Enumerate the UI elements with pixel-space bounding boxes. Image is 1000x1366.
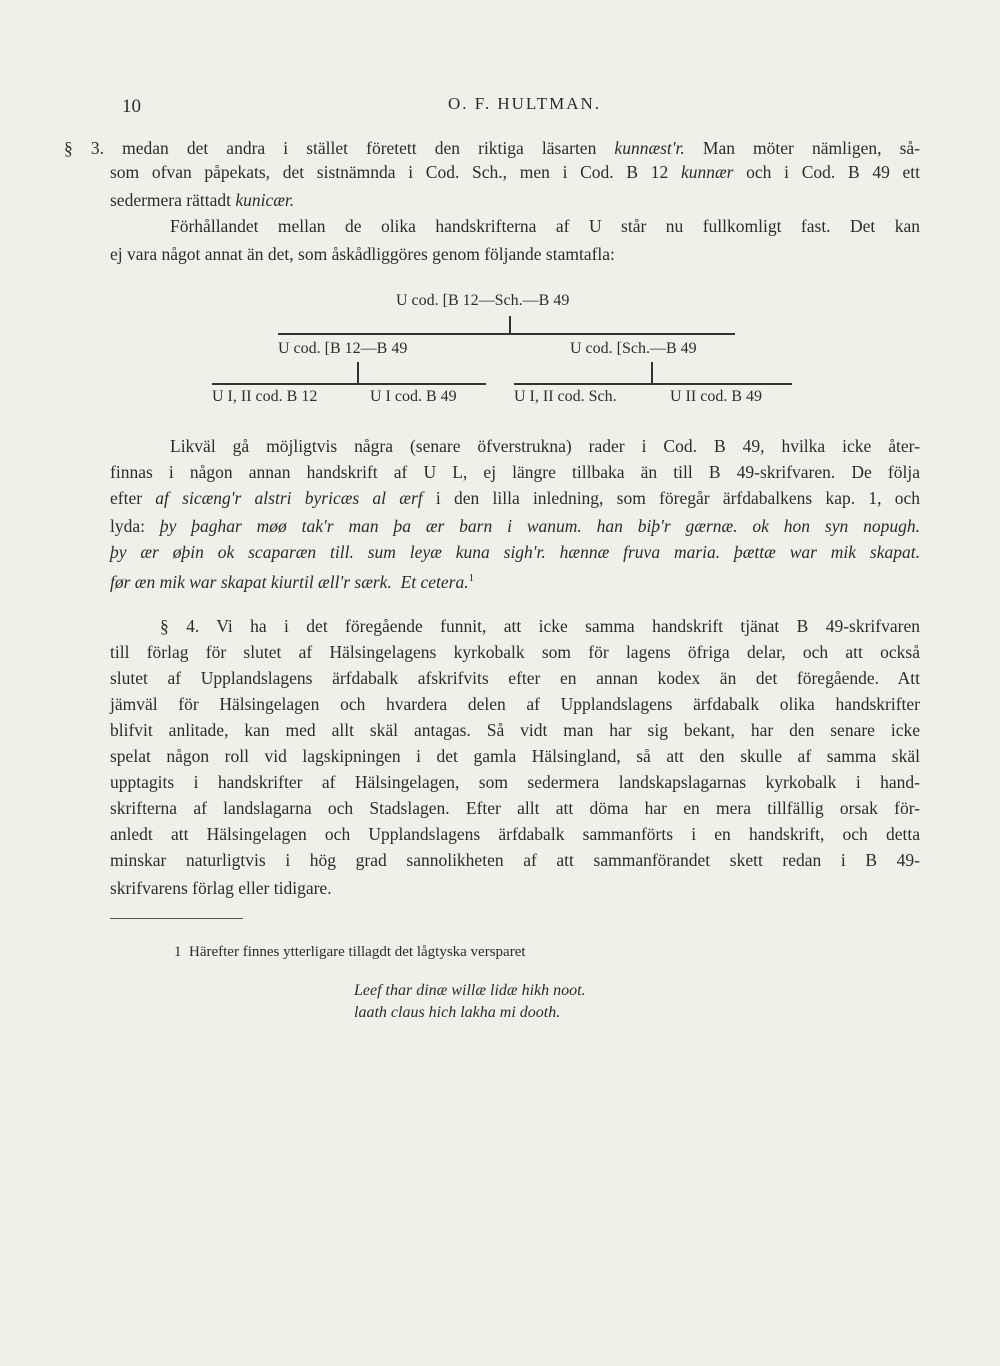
text-line: lyda: þy þaghar møø tak'r man þa ær barn i wanum. han biþ'r gærnæ. ok hon syn nopugh. [110,516,920,536]
text-line: som ofvan påpekats, det sistnämnda i Cod. Sch., men i Cod. B 12 kunnær och i Cod. B 49 ett [110,162,921,182]
stemma-connector [651,362,653,384]
text-line: § 4. Vi ha i det föregående funnit, att icke samma handskrift tjänat B 49-skrifvaren [160,616,920,636]
page-number: 10 [122,96,141,117]
text-line: Likväl gå möjligtvis några (senare öfverstrukna) rader i Cod. B 49, hvilka icke åter- [170,436,920,456]
stemma-connector [357,362,359,384]
footnote-text: 1 Härefter finnes ytterligare tillagdt det lågtyska versparet [174,944,526,960]
footnote-ref: 1 [468,572,475,584]
footnote-marker: 1 [174,944,182,960]
text-line: blifvit anlitade, kan med allt skäl antagas. Så vidt man har sig bekant, har den senare icke [110,720,920,740]
text-line: spelat någon roll vid lagskipningen i det gamla Hälsingland, så att den skulle af samma skäl [110,746,920,766]
stemma-branch-line [278,333,735,335]
text-line: anledt att Hälsingelagen och Upplandslagens ärfdabalk sammanförts i en handskrift, och detta [110,824,920,844]
stemma-leaf: U II cod. B 49 [670,388,762,405]
text-line: minskar naturligtvis i hög grad sannolikheten af att sammanförandet skett redan i B 49- [110,850,920,870]
text-line: finnas i någon annan handskrift af U L, ej längre tillbaka än till B 49-skrifvaren. De följa [110,462,920,482]
text-line: skrifvarens förlag eller tidigare. [110,878,332,898]
text-line: jämväl för Hälsingelagen och hvardera delen af Upplandslagens ärfdabalk olika handskrifter [110,694,920,714]
text-line: efter af sicæng'r alstri byricæs al ærf i den lilla inledning, som föregår ärfdabalkens kap. 1, och [110,488,920,508]
stemma-leaf: U I, II cod. B 12 [212,388,318,405]
text-line: ej vara något annat än det, som åskådliggöres genom följande stamtafla: [110,244,615,264]
text-line: slutet af Upplandslagens ärfdabalk afskrifvits efter en annan kodex än det föregående. Att [110,668,920,688]
verse-line: laath claus hich lakha mi dooth. [354,1004,561,1021]
text-line: sedermera rättadt kunicær. [110,190,295,210]
stemma-root: U cod. [B 12—Sch.—B 49 [396,292,570,309]
text-line: § 3. medan det andra i stället företett den riktiga läsarten kunnæst'r. Man möter nämligen, så- [64,138,920,158]
text-line: Förhållandet mellan de olika handskrifterna af U står nu fullkomligt fast. Det kan [170,216,920,236]
running-head: O. F. HULTMAN. [448,94,602,113]
stemma-connector [509,316,511,334]
stemma-left-node: U cod. [B 12—B 49 [278,340,408,357]
footnote-separator [110,918,243,919]
stemma-leaf: U I, II cod. Sch. [514,388,617,405]
text-line: skrifterna af landslagarna och Stadslagen. Efter allt att döma har en mera tillfällig orsak för- [110,798,920,818]
stemma-leaf: U I cod. B 49 [370,388,457,405]
stemma-right-node: U cod. [Sch.—B 49 [570,340,697,357]
stemma-branch-line [514,383,792,385]
verse-line: Leef thar dinæ willæ lidæ hikh noot. [354,982,586,999]
text-line: þy ær øþin ok scaparæn till. sum leyæ kuna sigh'r. hænnæ fruva maria. þættæ war mik skapat. [110,542,920,562]
text-line: før æn mik war skapat kiurtil æll'r særk. Et cetera.$^1$ [110,571,475,592]
text-line: till förlag för slutet af Hälsingelagens kyrkobalk som för lagens öfriga delar, och att också [110,642,920,662]
stemma-branch-line [212,383,486,385]
text-line: upptagits i handskrifter af Hälsingelagen, som sedermera landskapslagarnas kyrkobalk i hand- [110,772,920,792]
